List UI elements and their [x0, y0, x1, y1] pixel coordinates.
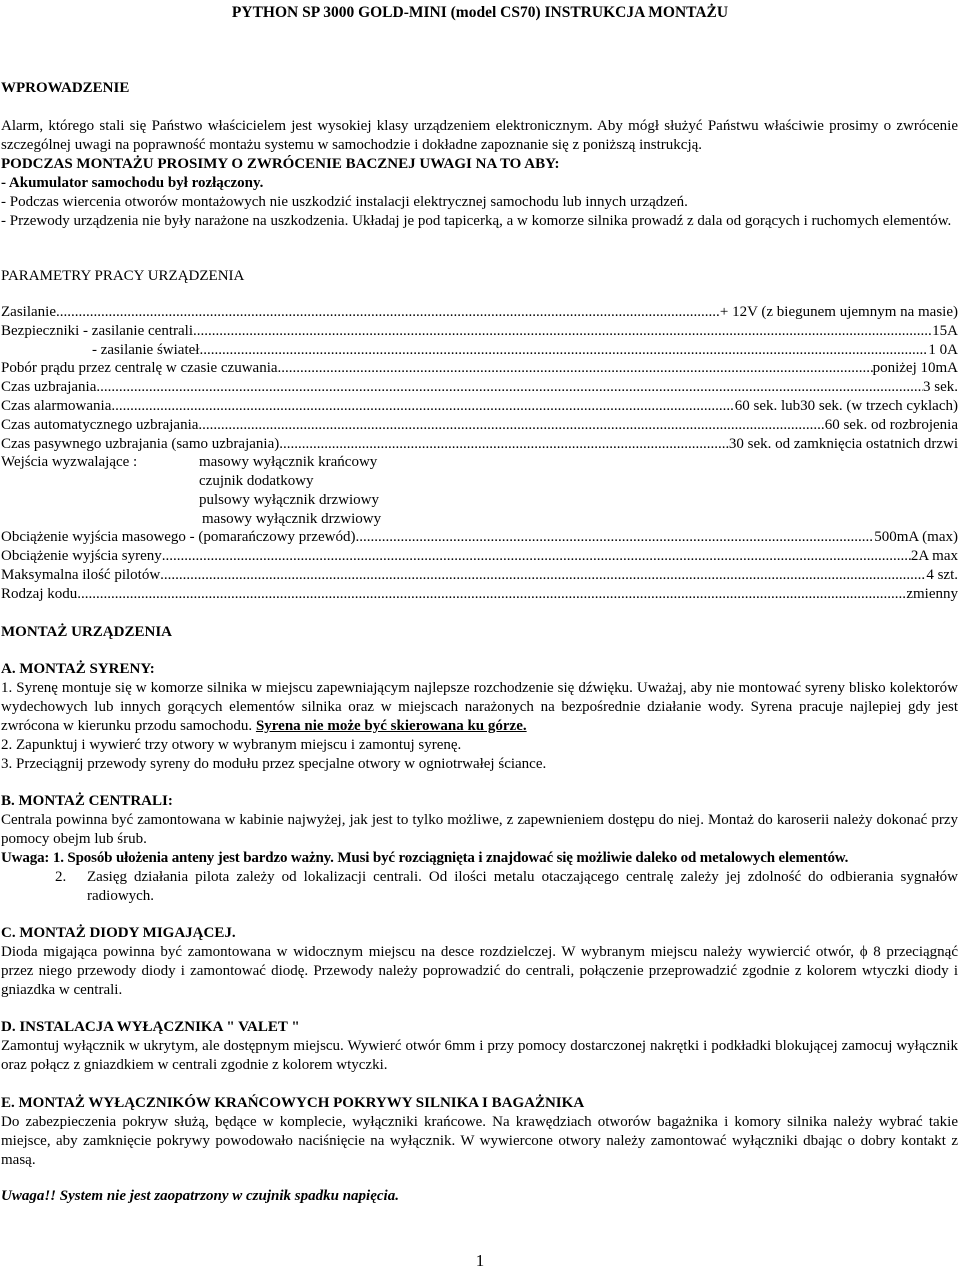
- warning-item-battery: - Akumulator samochodu był rozłączony.: [1, 175, 264, 191]
- leader-dots: [198, 416, 824, 435]
- section-d-body: [1, 1037, 958, 1075]
- param-row: [1, 378, 958, 397]
- antenna-warning: Uwaga: 1. Sposób ułożenia anteny jest bardzo ważny. Musi być rozciągnięta i znajdować się możliwie daleko od metalowych elementów.: [1, 850, 849, 866]
- section-e-body: [1, 1113, 958, 1170]
- siren-warning: Syrena nie może być skierowana ku górze.: [255, 718, 527, 734]
- param-label: Obciążenie wyjścia masowego - (pomarańczowy przewód): [1, 529, 356, 546]
- trigger-input-item: pulsowy wyłącznik drzwiowy: [199, 491, 379, 508]
- param-value: 1 0A: [928, 341, 958, 358]
- param-row: [1, 547, 958, 566]
- param-label: Czas automatycznego uzbrajania: [1, 416, 199, 433]
- param-label: Obciążenie wyjścia syreny: [1, 548, 162, 565]
- param-row: [1, 566, 958, 585]
- leader-dots: [162, 547, 911, 566]
- page-number: 1: [475, 1251, 485, 1270]
- leader-dots: [96, 378, 923, 397]
- param-value: 2A max: [910, 548, 958, 565]
- param-label: Zasilanie: [1, 304, 56, 320]
- leader-dots: [279, 435, 729, 454]
- section-c-body: [1, 943, 958, 1000]
- param-value: + 12V (z biegunem ujemnym na masie): [719, 304, 958, 320]
- trigger-inputs-label: Wejścia wyzwalające :: [1, 454, 138, 471]
- final-note: Uwaga!! System nie jest zaopatrzony w czujnik spadku napięcia.: [1, 1188, 399, 1204]
- param-label: Maksymalna ilość pilotów: [1, 566, 161, 583]
- leader-dots: [355, 528, 874, 547]
- params-heading: PARAMETRY PRACY URZĄDZENIA: [1, 268, 245, 284]
- param-label: Czas uzbrajania: [1, 379, 97, 396]
- section-a-heading: A. MONTAŻ SYRENY:: [1, 661, 155, 677]
- item-number: 2.: [55, 869, 67, 885]
- section-a-para-2: 2. Zapunktuj i wywierć trzy otwory w wybranym miejscu i zamontuj syrenę.: [1, 737, 462, 753]
- param-value: 60 sek. od rozbrojenia: [824, 416, 958, 433]
- intro-section: [1, 117, 958, 231]
- param-row: [1, 303, 958, 322]
- param-row: [1, 397, 958, 416]
- param-row: [1, 528, 958, 547]
- warning-item-drilling: - Podczas wiercenia otworów montażowych nie uszkodzić instalacji elektrycznej samochodu lub innych urządzeń.: [1, 194, 688, 210]
- document-title: PYTHON SP 3000 GOLD-MINI (model CS70) INSTRUKCJA MONTAŻU: [231, 4, 729, 21]
- param-value: 4 szt.: [926, 566, 958, 583]
- param-label: Rodzaj kodu: [1, 585, 78, 602]
- intro-paragraph: Alarm, którego stali się Państwo właścicielem jest wysokiej klasy urządzeniem elektronicznym. Aby mógł służyć Państwu właściwie prosimy o zwrócenie szczególnej uwagi na poprawność montażu systemu w samochodzie i dokładne zapoznanie się z poniższą instrukcją.: [1, 118, 958, 153]
- intro-heading: WPROWADZENIE: [1, 80, 130, 96]
- section-e-para: Do zabezpieczenia pokryw służą, będące w komplecie, wyłączniki krańcowe. Na krawędziach otworów bagażnika i komory silnika należy wybrać takie miejsce, aby zamknięcie pokrywy powodowało naciśnięcie na wyłącznik. W wywiercone otwory należy zamontować wyłączniki dbając o dobry kontakt z masą.: [1, 1114, 958, 1168]
- montaz-heading: MONTAŻ URZĄDZENIA: [1, 624, 172, 640]
- param-value: 3 sek.: [923, 379, 958, 396]
- section-b-item-2: [1, 868, 958, 906]
- param-value: 60 sek. lub30 sek. (w trzech cyklach): [734, 397, 958, 414]
- param-row: [1, 416, 958, 435]
- leader-dots: [278, 359, 873, 378]
- leader-dots: [56, 303, 720, 322]
- section-d-heading: D. INSTALACJA WYŁĄCZNIKA " VALET ": [1, 1019, 300, 1035]
- param-label: Czas pasywnego uzbrajania (samo uzbrajania): [1, 435, 280, 452]
- trigger-input-item: masowy wyłącznik drzwiowy: [202, 510, 382, 527]
- param-row: [1, 341, 958, 360]
- section-b-body: [1, 811, 958, 906]
- leader-dots: [199, 341, 928, 360]
- param-value: 15A: [932, 322, 958, 339]
- warning-item-wires: - Przewody urządzenia nie były narażone na uszkodzenia. Układaj je pod tapicerką, a w komorze silnika prowadź z dala od gorących i ruchomych elementów.: [1, 213, 952, 229]
- leader-dots: [193, 322, 932, 341]
- param-row: [1, 585, 958, 604]
- param-value: zmienny: [906, 585, 958, 602]
- param-value: 500mA (max): [874, 529, 958, 546]
- param-label: Czas alarmowania: [1, 397, 112, 414]
- item-text: Zasięg działania pilota zależy od lokalizacji centrali. Od ilości metalu otaczającego centralę zależy jej zdolność do odbierania sygnałów radiowych.: [87, 869, 958, 904]
- trigger-input-item: czujnik dodatkowy: [199, 473, 314, 490]
- section-c-para: Dioda migająca powinna być zamontowana w widocznym miejscu na desce rozdzielczej. W wybranym miejscu należy wywiercić otwór, ϕ 8 przeciągnąć przez niego przewody diody i zamontować diodę. Przewody należy poprowadzić do centrali, połączenie przeprowadzić zgodnie z kolorem wtyczki diody i gniazdka w centrali.: [1, 944, 958, 998]
- param-value: poniżej 10mA: [872, 360, 958, 377]
- param-row: [1, 359, 958, 378]
- section-e-heading: E. MONTAŻ WYŁĄCZNIKÓW KRAŃCOWYCH POKRYWY SILNIKA I BAGAŻNIKA: [1, 1095, 585, 1111]
- param-label: - zasilanie świateł: [92, 341, 200, 358]
- section-c-heading: C. MONTAŻ DIODY MIGAJĄCEJ.: [1, 925, 236, 941]
- param-label: Bezpieczniki - zasilanie centrali: [1, 322, 193, 339]
- section-a-para-1: [1, 679, 958, 736]
- param-value: 30 sek. od zamknięcia ostatnich drzwi: [728, 435, 958, 452]
- leader-dots: [160, 566, 926, 585]
- param-row: [1, 322, 958, 341]
- section-a-para-3: 3. Przeciągnij przewody syreny do modułu przez specjalne otwory w ogniotrwałej ściance.: [1, 756, 547, 772]
- params-table: [1, 303, 958, 604]
- section-a-body: [1, 679, 958, 774]
- section-a-text: 1. Syrenę montuje się w komorze silnika w miejscu zapewniającym najlepsze rozchodzenie się dźwięku. Uważaj, aby nie montować syreny blisko kolektorów wydechowych lub innych gorących elementów silnika oraz w miejscach narażonych na bezpośrednie działanie wody. Syrena pracuje najlepiej gdy jest zwrócona w kierunku przodu samochodu.: [1, 680, 958, 734]
- section-b-heading: B. MONTAŻ CENTRALI:: [1, 793, 173, 809]
- section-b-para-1: Centrala powinna być zamontowana w kabinie najwyżej, jak jest to tylko możliwe, z zapewnieniem dostępu do niej. Montaż do karoserii należy dokonać przy pomocy obejm lub śrub.: [1, 812, 958, 847]
- trigger-input-item: masowy wyłącznik krańcowy: [199, 454, 378, 471]
- trigger-inputs: [1, 453, 958, 528]
- param-label: Pobór prądu przez centralę w czasie czuwania: [1, 360, 278, 377]
- param-row: [1, 435, 958, 454]
- warning-heading: PODCZAS MONTAŻU PROSIMY O ZWRÓCENIE BACZNEJ UWAGI NA TO ABY:: [1, 156, 560, 172]
- section-d-para: Zamontuj wyłącznik w ukrytym, ale dostępnym miejscu. Wywierć otwór 6mm i przy pomocy dostarczonej nakrętki i podkładki blokującej zamocuj wyłącznik oraz połącz z gniazdkiem w centrali zgodnie z kolorem wtyczki.: [1, 1038, 958, 1073]
- leader-dots: [77, 585, 906, 604]
- leader-dots: [111, 397, 734, 416]
